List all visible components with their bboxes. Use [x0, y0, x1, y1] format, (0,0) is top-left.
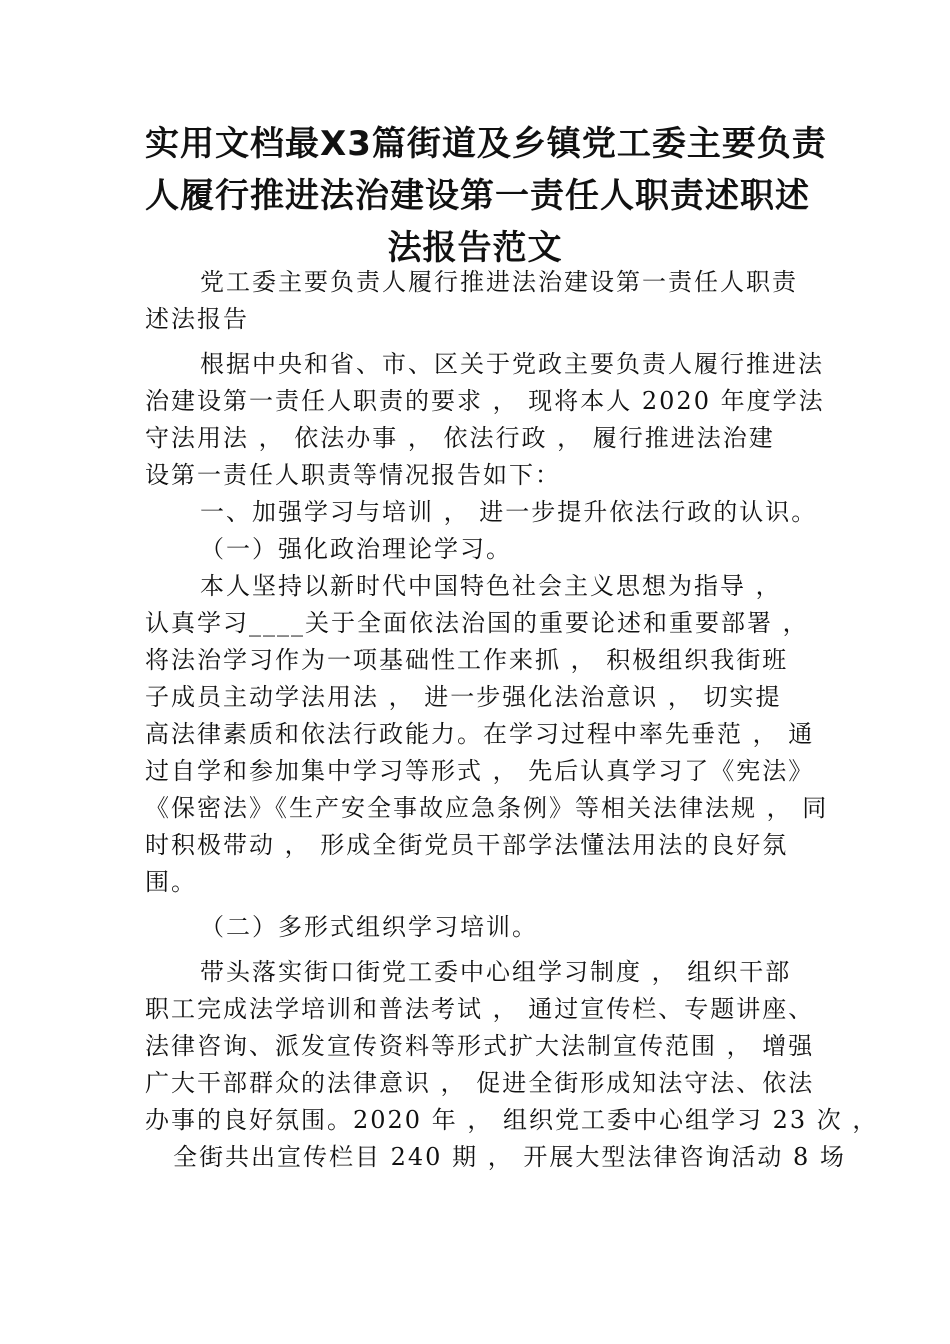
paragraph-line: 广大干部群众的法律意识 ， 促进全街形成知法守法、依法: [145, 1069, 815, 1097]
paragraph-line: 治建设第一责任人职责的要求 ， 现将本人 2020 年度学法: [145, 387, 825, 415]
paragraph-line: 党工委主要负责人履行推进法治建设第一责任人职责: [200, 268, 798, 296]
title-line: 人履行推进法治建设第一责任人职责述职述: [145, 176, 810, 216]
paragraph-line: 过自学和参加集中学习等形式 ， 先后认真学习了《宪法》: [145, 757, 815, 785]
paragraph-line: 子成员主动学法用法 ， 进一步强化法治意识 ， 切实提: [145, 683, 782, 711]
document-body: [145, 264, 879, 1176]
paragraph-line: 认真学习____关于全面依法治国的重要论述和重要部署 ，: [145, 609, 809, 637]
paragraph-line: 时积极带动 ， 形成全街党员干部学法懂法用法的良好氛: [145, 831, 789, 859]
paragraph-line: 《保密法》《生产安全事故应急条例》等相关法律法规 ， 同: [145, 794, 829, 822]
paragraph-line: 根据中央和省、市、区关于党政主要负责人履行推进法: [200, 350, 824, 378]
paragraph-line: 将法治学习作为一项基础性工作来抓 ， 积极组织我街班: [145, 646, 789, 674]
paragraph-line: 办事的良好氛围。2020 年 ， 组织党工委中心组学习 23 次 ，: [145, 1106, 879, 1134]
paragraph-line: 法律咨询、派发宣传资料等形式扩大法制宣传范围 ， 增强: [145, 1032, 815, 1060]
paragraph-line: 设第一责任人职责等情况报告如下：: [145, 461, 561, 489]
paragraph-line: 本人坚持以新时代中国特色社会主义思想为指导 ，: [200, 572, 782, 600]
section-heading: 一、加强学习与培训 ， 进一步提升依法行政的认识。: [200, 498, 818, 526]
title-line: 实用文档最X3篇街道及乡镇党工委主要负责: [145, 124, 827, 164]
subsection-heading: （一）强化政治理论学习。: [200, 535, 512, 563]
paragraph-line: 带头落实街口街党工委中心组学习制度 ， 组织干部: [200, 958, 792, 986]
paragraph-line: 围。: [145, 868, 197, 896]
title-line: 法报告范文: [387, 228, 563, 268]
subsection-heading: （二）多形式组织学习培训。: [200, 913, 538, 941]
paragraph-line: 守法用法 ， 依法办事 ， 依法行政 ， 履行推进法治建: [145, 424, 775, 452]
paragraph-line: 职工完成法学培训和普法考试 ， 通过宣传栏、专题讲座、: [145, 995, 815, 1023]
document-title: [145, 118, 827, 274]
paragraph-line: 述法报告: [145, 305, 249, 333]
paragraph-line: 全街共出宣传栏目 240 期 ， 开展大型法律咨询活动 8 场: [173, 1143, 846, 1171]
paragraph-line: 高法律素质和依法行政能力。在学习过程中率先垂范 ， 通: [145, 720, 815, 748]
